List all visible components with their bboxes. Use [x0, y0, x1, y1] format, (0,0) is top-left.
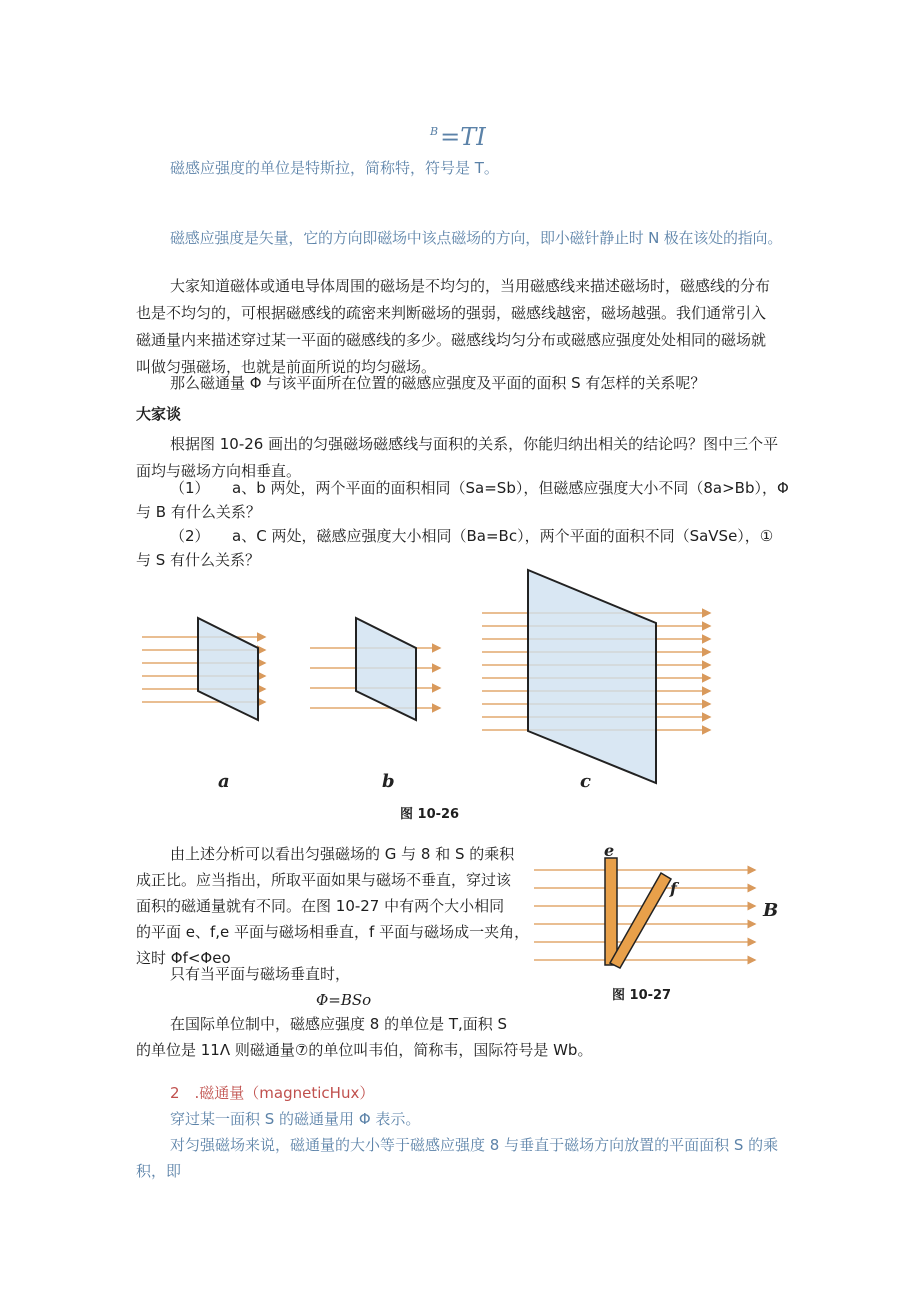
plane-a — [198, 618, 258, 720]
section-title: 2 .磁通量（magneticHux） — [170, 1084, 375, 1102]
plane-c — [528, 570, 656, 783]
paragraph-1: 大家知道磁体或通电导体周围的磁场是不均匀的，当用磁感线来描述磁场时，磁感线的分布 也是不均匀的，可根据磁感线的疏密来判断磁场的强弱，磁感线越密，磁场越强。我们通常引入 磁通量内来描述穿过某一平面的磁感线的多少。磁感线均匀分布或磁感应强度处处相同的磁场就 叫做匀强磁场，也就是前面所说的均匀磁场。 — [136, 277, 771, 376]
label-B: B — [763, 900, 779, 921]
label-c: c — [580, 771, 591, 792]
vector-line: 磁感应强度是矢量，它的方向即磁场中该点磁场的方向，即小磁针静止时 N 极在该处的指向。 — [170, 229, 783, 247]
figure-10-27 — [530, 840, 800, 1005]
label-f: f — [670, 879, 677, 898]
figure-10-26 — [130, 565, 730, 795]
question-2: （2） a、C 两处，磁感应强度大小相同（Ba=Bc），两个平面的面积不同（SaVSe），① 与 S 有什么关系？ — [136, 527, 774, 569]
discuss-text: 根据图 10-26 画出的匀强磁场磁感线与面积的关系，你能归纳出相关的结论吗？图中三个平 面均与磁场方向相垂直。 — [136, 435, 779, 480]
definition-1: 穿过某一面积 S 的磁通量用 Φ 表示。 — [170, 1110, 421, 1128]
definition-2: 对匀强磁场来说，磁通量的大小等于磁感应强度 8 与垂直于磁场方向放置的平面面积 S 的乘 积，即 — [136, 1136, 779, 1180]
figure-10-27-caption: 图 10-27 — [612, 988, 672, 1003]
label-b: b — [382, 771, 395, 792]
paragraph-3: 由上述分析可以看出匀强磁场的 G 与 8 和 S 的乘积 成正比。应当指出，所取平面如果与磁场不垂直，穿过该 面积的磁通量就有不同。在图 10-27 中有两个大小相同 的平面 e、f,e 平面与磁场相垂直，f 平面与磁场成一夹角， 这时 Φf<Φeo — [136, 845, 530, 967]
paragraph-5: 在国际单位制中，磁感应强度 8 的单位是 T,面积 S 的单位是 11Λ 则磁通量⑦的单位叫韦伯，简称韦，国际符号是 Wb。 — [136, 1015, 593, 1059]
question-1: （1） a、b 两处，两个平面的面积相同（Sa=Sb），但磁感应强度大小不同（8a>Bb），Φ 与 B 有什么关系？ — [136, 479, 789, 521]
formula-top: $^B$=TI — [430, 123, 486, 151]
paragraph-2: 那么磁通量 Φ 与该平面所在位置的磁感应强度及平面的面积 S 有怎样的关系呢？ — [170, 374, 706, 392]
section-heading: 大家谈 — [136, 405, 182, 423]
label-e: e — [604, 841, 615, 860]
figure-10-26-caption: 图 10-26 — [400, 807, 460, 822]
paragraph-4: 只有当平面与磁场垂直时， — [170, 965, 351, 983]
label-a: a — [218, 771, 230, 792]
unit-line: 磁感应强度的单位是特斯拉，简称特，符号是 T。 — [170, 159, 499, 177]
formula-mid: Φ=BSo — [316, 991, 372, 1009]
plane-e — [605, 858, 617, 965]
plane-b — [356, 618, 416, 720]
